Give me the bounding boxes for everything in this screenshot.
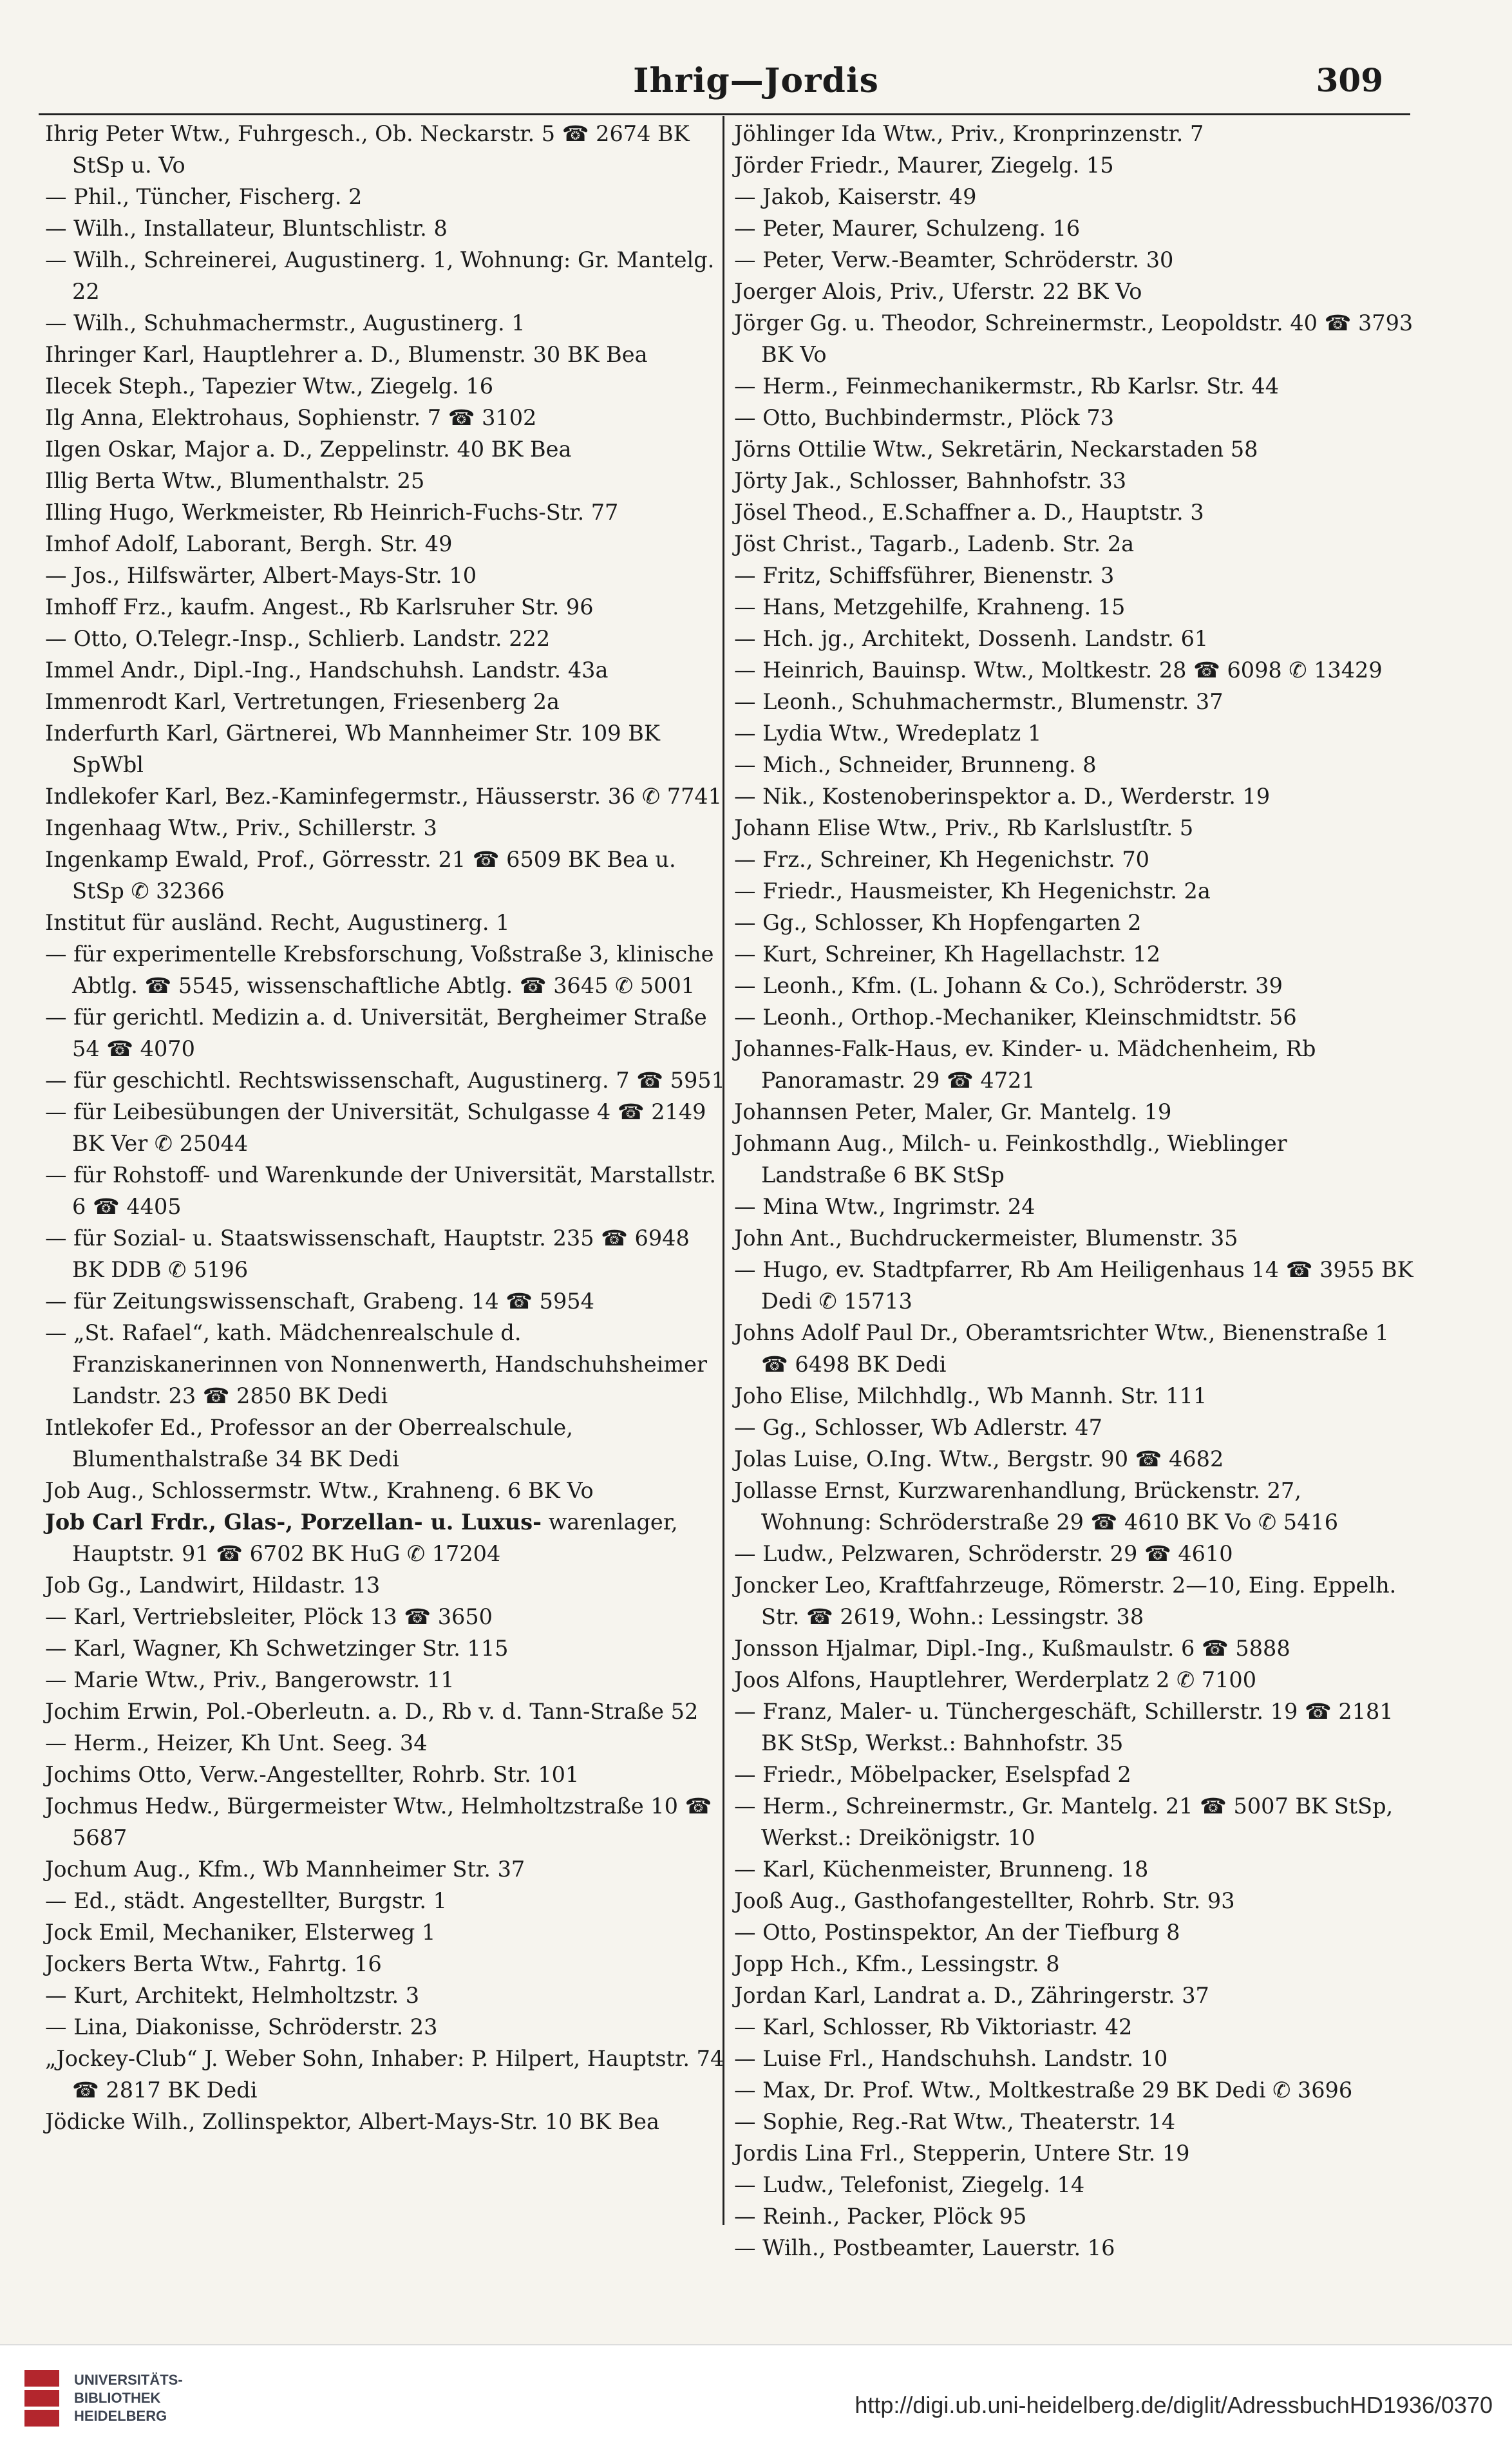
entry-text: Jochmus Hedw., Bürgermeister Wtw., Helmholtzstraße 10 ☎ 5687 — [45, 1793, 712, 1850]
directory-entry — [45, 1632, 728, 1664]
entry-text: Jockers Berta Wtw., Fahrtg. 16 — [45, 1951, 382, 1976]
entry-text: — Hch. jg., Architekt, Dossenh. Landstr. 61 — [734, 626, 1209, 651]
directory-entry — [45, 781, 728, 812]
directory-entry — [734, 1569, 1417, 1632]
entry-text: John Ant., Buchdruckermeister, Blumenstr. 35 — [734, 1226, 1238, 1251]
entry-text: Jösel Theod., E.Schaffner a. D., Hauptstr. 3 — [734, 500, 1204, 525]
directory-entry — [734, 497, 1417, 528]
entry-text: Joncker Leo, Kraftfahrzeuge, Römerstr. 2—10, Eing. Eppelh. Str. ☎ 2619, Wohn.: Lessingstr. 38 — [734, 1573, 1397, 1629]
directory-entry — [734, 2169, 1417, 2200]
entry-text: — Ludw., Pelzwaren, Schröderstr. 29 ☎ 4610 — [734, 1541, 1233, 1566]
directory-entry — [45, 465, 728, 497]
directory-entry — [45, 1759, 728, 1790]
entry-text: — Leonh., Kfm. (L. Johann & Co.), Schröderstr. 39 — [734, 973, 1283, 998]
directory-entry — [734, 370, 1417, 402]
directory-entry — [734, 244, 1417, 276]
directory-entry — [45, 1285, 728, 1317]
directory-entry — [734, 402, 1417, 433]
entry-text: Jörns Ottilie Wtw., Sekretärin, Neckarstaden 58 — [734, 437, 1258, 462]
entry-text: — Karl, Küchenmeister, Brunneng. 18 — [734, 1857, 1149, 1882]
entry-text: — Heinrich, Bauinsp. Wtw., Moltkestr. 28 ☎ 6098 ✆ 13429 — [734, 658, 1383, 683]
entry-text: Illing Hugo, Werkmeister, Rb Heinrich-Fuchs-Str. 77 — [45, 500, 619, 525]
directory-entry — [45, 1506, 728, 1569]
directory-entry — [734, 2200, 1417, 2232]
entry-text: Institut für ausländ. Recht, Augustinerg. 1 — [45, 910, 510, 935]
entry-bold-text: Job Carl Frdr., Glas-, Porzellan- u. Luxus- — [45, 1509, 542, 1535]
entry-text: — Jakob, Kaiserstr. 49 — [734, 184, 977, 209]
entry-text: Jochim Erwin, Pol.-Oberleutn. a. D., Rb v. d. Tann-Straße 52 — [45, 1699, 699, 1724]
entry-text: — Karl, Vertriebsleiter, Plöck 13 ☎ 3650 — [45, 1604, 493, 1629]
entry-text: — Peter, Verw.-Beamter, Schröderstr. 30 — [734, 247, 1174, 272]
entry-text: — Jos., Hilfswärter, Albert-Mays-Str. 10 — [45, 563, 477, 588]
entry-text: — Otto, O.Telegr.-Insp., Schlierb. Landstr. 222 — [45, 626, 551, 651]
entry-text: — Gg., Schlosser, Wb Adlerstr. 47 — [734, 1415, 1102, 1440]
directory-entry — [734, 623, 1417, 654]
entry-text: Jock Emil, Mechaniker, Elsterweg 1 — [45, 1920, 436, 1945]
directory-entry — [734, 2043, 1417, 2074]
directory-entry — [45, 339, 728, 370]
directory-entry — [734, 686, 1417, 717]
directory-entry — [734, 276, 1417, 307]
directory-entry — [734, 1128, 1417, 1191]
directory-entry — [45, 1159, 728, 1222]
directory-entry — [734, 970, 1417, 1001]
entry-text: Joos Alfons, Hauptlehrer, Werderplatz 2 ✆ 7100 — [734, 1667, 1257, 1692]
entry-text: — Sophie, Reg.-Rat Wtw., Theaterstr. 14 — [734, 2109, 1176, 2134]
directory-entry — [45, 181, 728, 213]
directory-entry — [734, 560, 1417, 591]
directory-entry — [734, 1475, 1417, 1538]
directory-entry — [45, 213, 728, 244]
directory-entry — [734, 1885, 1417, 1916]
directory-entry — [45, 560, 728, 591]
directory-entry — [734, 1664, 1417, 1696]
directory-entry — [45, 1948, 728, 1980]
entry-text: Jöhlinger Ida Wtw., Priv., Kronprinzenstr. 7 — [734, 121, 1204, 146]
viewer-footer — [0, 2344, 1512, 2451]
directory-entry — [734, 1853, 1417, 1885]
directory-entry — [734, 1632, 1417, 1664]
directory-entry — [734, 1790, 1417, 1853]
entry-text: — Wilh., Postbeamter, Lauerstr. 16 — [734, 2235, 1115, 2260]
entry-text: — Frz., Schreiner, Kh Hegenichstr. 70 — [734, 847, 1149, 872]
directory-entry — [45, 2043, 728, 2106]
source-url-link[interactable]: http://digi.ub.uni-heidelberg.de/diglit/AdressbuchHD1936/0370 — [855, 2392, 1493, 2418]
directory-entry — [734, 749, 1417, 781]
directory-entry — [734, 2137, 1417, 2169]
directory-entry — [45, 370, 728, 402]
entry-text: — Phil., Tüncher, Fischerg. 2 — [45, 184, 363, 209]
directory-entry — [45, 1916, 728, 1948]
directory-entry — [734, 1033, 1417, 1096]
entry-text: — Mich., Schneider, Brunneng. 8 — [734, 752, 1097, 777]
directory-entry — [45, 1317, 728, 1412]
directory-entry — [45, 1664, 728, 1696]
entry-text: — Herm., Heizer, Kh Unt. Seeg. 34 — [45, 1730, 428, 1755]
entry-text: — Karl, Schlosser, Rb Viktoriastr. 42 — [734, 2014, 1133, 2039]
entry-text: — für Rohstoff- und Warenkunde der Universität, Marstallstr. 6 ☎ 4405 — [45, 1162, 716, 1219]
entry-text: — Mina Wtw., Ingrimstr. 24 — [734, 1194, 1035, 1219]
directory-entry — [45, 812, 728, 844]
entry-text: — Fritz, Schiffsführer, Bienenstr. 3 — [734, 563, 1115, 588]
directory-entry — [734, 1538, 1417, 1569]
entry-text: Ihrig Peter Wtw., Fuhrgesch., Ob. Neckarstr. 5 ☎ 2674 BK StSp u. Vo — [45, 121, 690, 178]
entry-text: Johns Adolf Paul Dr., Oberamtsrichter Wtw., Bienenstraße 1 ☎ 6498 BK Dedi — [734, 1320, 1389, 1377]
library-name-line: BIBLIOTHEK — [74, 2390, 161, 2406]
entry-text: Jödicke Wilh., Zollinspektor, Albert-Mays-Str. 10 BK Bea — [45, 2109, 659, 2134]
directory-entry — [734, 118, 1417, 149]
entry-text: — Peter, Maurer, Schulzeng. 16 — [734, 216, 1081, 241]
directory-entry — [734, 844, 1417, 875]
entry-text: Jordan Karl, Landrat a. D., Zähringerstr. 37 — [734, 1983, 1209, 2008]
entry-text: — Hugo, ev. Stadtpfarrer, Rb Am Heiligenhaus 14 ☎ 3955 BK Dedi ✆ 15713 — [734, 1257, 1413, 1314]
entry-text: — Ludw., Telefonist, Ziegelg. 14 — [734, 2172, 1085, 2197]
directory-entry — [45, 1601, 728, 1632]
directory-entry — [45, 307, 728, 339]
header-rule — [39, 113, 1410, 115]
entry-text: — Reinh., Packer, Plöck 95 — [734, 2204, 1027, 2229]
entry-text: Ingenkamp Ewald, Prof., Görresstr. 21 ☎ 6509 BK Bea u. StSp ✆ 32366 — [45, 847, 676, 904]
directory-entry — [45, 717, 728, 781]
entry-text: Johannsen Peter, Maler, Gr. Mantelg. 19 — [734, 1099, 1172, 1124]
page-header — [0, 61, 1512, 113]
directory-entry — [734, 2106, 1417, 2137]
directory-entry — [734, 1759, 1417, 1790]
library-name — [74, 2371, 183, 2425]
entry-text: — für experimentelle Krebsforschung, Voßstraße 3, klinische Abtlg. ☎ 5545, wissenschaftliche Abtlg. ☎ 3645 ✆ 5001 — [45, 942, 714, 998]
directory-entry — [734, 1696, 1417, 1759]
entry-text: — Marie Wtw., Priv., Bangerowstr. 11 — [45, 1667, 455, 1692]
entry-text: — Kurt, Architekt, Helmholtzstr. 3 — [45, 1983, 420, 2008]
directory-entry — [45, 1727, 728, 1759]
library-name-line: UNIVERSITÄTS- — [74, 2372, 183, 2388]
entry-text: — Friedr., Möbelpacker, Eselspfad 2 — [734, 1762, 1131, 1787]
directory-entry — [734, 2074, 1417, 2106]
entry-text: Illig Berta Wtw., Blumenthalstr. 25 — [45, 468, 425, 493]
right-column — [734, 118, 1417, 2260]
entry-text: — für gerichtl. Medizin a. d. Universität, Bergheimer Straße 54 ☎ 4070 — [45, 1005, 707, 1061]
directory-entry — [734, 307, 1417, 370]
entry-text: — Hans, Metzgehilfe, Krahneng. 15 — [734, 594, 1126, 620]
entry-text: Jochims Otto, Verw.-Angestellter, Rohrb. Str. 101 — [45, 1762, 580, 1787]
directory-entry — [734, 1001, 1417, 1033]
entry-text: — für Leibesübungen der Universität, Schulgasse 4 ☎ 2149 BK Ver ✆ 25044 — [45, 1099, 706, 1156]
entry-text: Indlekofer Karl, Bez.-Kaminfegermstr., Häusserstr. 36 ✆ 7741 — [45, 784, 723, 809]
entry-text: — Wilh., Schreinerei, Augustinerg. 1, Wohnung: Gr. Mantelg. 22 — [45, 247, 715, 304]
entry-text: „Jockey-Club“ J. Weber Sohn, Inhaber: P. Hilpert, Hauptstr. 74 ☎ 2817 BK Dedi — [45, 2046, 724, 2103]
entry-text: Inderfurth Karl, Gärtnerei, Wb Mannheimer Str. 109 BK SpWbl — [45, 721, 660, 777]
directory-entry — [45, 907, 728, 938]
entry-text: — Leonh., Schuhmachermstr., Blumenstr. 37 — [734, 689, 1224, 714]
entry-text: — für Sozial- u. Staatswissenschaft, Hauptstr. 235 ☎ 6948 BK DDB ✆ 5196 — [45, 1226, 690, 1282]
entry-text: Jonsson Hjalmar, Dipl.-Ing., Kußmaulstr. 6 ☎ 5888 — [734, 1636, 1290, 1661]
left-column — [45, 118, 728, 2230]
entry-text: — Ed., städt. Angestellter, Burgstr. 1 — [45, 1888, 447, 1913]
directory-entry — [45, 1475, 728, 1506]
entry-text: — Gg., Schlosser, Kh Hopfengarten 2 — [734, 910, 1142, 935]
entry-text: Intlekofer Ed., Professor an der Oberrealschule, Blumenthalstraße 34 BK Dedi — [45, 1415, 573, 1472]
directory-entry — [734, 717, 1417, 749]
directory-entry — [45, 1696, 728, 1727]
directory-entry — [45, 1222, 728, 1285]
directory-entry — [734, 1412, 1417, 1443]
entry-text: Imhof Adolf, Laborant, Bergh. Str. 49 — [45, 531, 453, 556]
entry-text: Ilecek Steph., Tapezier Wtw., Ziegelg. 16 — [45, 374, 494, 399]
directory-entry — [734, 907, 1417, 938]
page-number: 309 — [1316, 61, 1383, 99]
entry-text: Joerger Alois, Priv., Uferstr. 22 BK Vo — [734, 279, 1142, 304]
directory-entry — [45, 2106, 728, 2137]
entry-text: Ilgen Oskar, Major a. D., Zeppelinstr. 40 BK Bea — [45, 437, 572, 462]
entry-text: Job Gg., Landwirt, Hildastr. 13 — [45, 1573, 381, 1598]
entry-text: — Otto, Buchbindermstr., Plöck 73 — [734, 405, 1115, 430]
entry-text: — Nik., Kostenoberinspektor a. D., Werderstr. 19 — [734, 784, 1271, 809]
directory-entry — [45, 2011, 728, 2043]
entry-text: — Otto, Postinspektor, An der Tiefburg 8 — [734, 1920, 1180, 1945]
directory-entry — [734, 465, 1417, 497]
entry-text: — Luise Frl., Handschuhsh. Landstr. 10 — [734, 2046, 1168, 2071]
directory-entry — [734, 781, 1417, 812]
directory-entry — [734, 1222, 1417, 1254]
directory-entry — [45, 528, 728, 560]
library-name-line: HEIDELBERG — [74, 2408, 167, 2424]
directory-entry — [45, 938, 728, 1001]
entry-text: Johann Elise Wtw., Priv., Rb Karlslustſtr. 5 — [734, 815, 1194, 840]
entry-text: Joho Elise, Milchhdlg., Wb Mannh. Str. 111 — [734, 1383, 1207, 1408]
directory-entry — [45, 1980, 728, 2011]
entry-text: Ihringer Karl, Hauptlehrer a. D., Blumenstr. 30 BK Bea — [45, 342, 648, 367]
directory-entry — [734, 528, 1417, 560]
directory-entry — [45, 1001, 728, 1065]
directory-entry — [734, 213, 1417, 244]
entry-text: — Franz, Maler- u. Tünchergeschäft, Schillerstr. 19 ☎ 2181 BK StSp, Werkst.: Bahnhofstr. 35 — [734, 1699, 1394, 1755]
directory-entry — [734, 181, 1417, 213]
directory-entry — [45, 1096, 728, 1159]
directory-entry — [45, 244, 728, 307]
directory-entry — [734, 1980, 1417, 2011]
entry-text: Jooß Aug., Gasthofangestellter, Rohrb. Str. 93 — [734, 1888, 1235, 1913]
directory-entry — [45, 402, 728, 433]
directory-entry — [45, 591, 728, 623]
directory-entry — [45, 686, 728, 717]
entry-text: Jöst Christ., Tagarb., Ladenb. Str. 2a — [734, 531, 1135, 556]
entry-text: Immenrodt Karl, Vertretungen, Friesenberg 2a — [45, 689, 560, 714]
entry-text: Jörty Jak., Schlosser, Bahnhofstr. 33 — [734, 468, 1127, 493]
entry-text: Johmann Aug., Milch- u. Feinkosthdlg., Wieblinger Landstraße 6 BK StSp — [734, 1131, 1287, 1188]
directory-entry — [734, 812, 1417, 844]
entry-text: Jörder Friedr., Maurer, Ziegelg. 15 — [734, 153, 1114, 178]
entry-text: — Leonh., Orthop.-Mechaniker, Kleinschmidtstr. 56 — [734, 1005, 1297, 1030]
entry-text: — Wilh., Schuhmachermstr., Augustinerg. 1 — [45, 310, 525, 336]
directory-entry — [734, 1191, 1417, 1222]
directory-entry — [45, 433, 728, 465]
directory-entry — [734, 1916, 1417, 1948]
entry-text: Jochum Aug., Kfm., Wb Mannheimer Str. 37 — [45, 1857, 525, 1882]
library-logo-icon — [22, 2367, 62, 2429]
directory-entry — [45, 1569, 728, 1601]
page-title: Ihrig—Jordis — [633, 61, 879, 100]
entry-text: Imhoff Frz., kaufm. Angest., Rb Karlsruher Str. 96 — [45, 594, 594, 620]
entry-text: — Herm., Schreinermstr., Gr. Mantelg. 21 ☎ 5007 BK StSp, Werkst.: Dreikönigstr. 10 — [734, 1793, 1394, 1850]
directory-entry — [45, 1853, 728, 1885]
directory-entry — [45, 844, 728, 907]
entry-text: — „St. Rafael“, kath. Mädchenrealschule d. Franziskanerinnen von Nonnenwerth, Handschuhsheimer Landstr. 23 ☎ 2850 BK Dedi — [45, 1320, 707, 1408]
entry-text: Job Aug., Schlossermstr. Wtw., Krahneng. 6 BK Vo — [45, 1478, 594, 1503]
directory-entry — [734, 1443, 1417, 1475]
directory-entry — [734, 1948, 1417, 1980]
directory-entry — [45, 118, 728, 181]
entry-text: — für geschichtl. Rechtswissenschaft, Augustinerg. 7 ☎ 5951 — [45, 1068, 725, 1093]
entry-text: — Wilh., Installateur, Bluntschlistr. 8 — [45, 216, 448, 241]
directory-entry — [45, 654, 728, 686]
directory-entry — [45, 1790, 728, 1853]
entry-text: — Max, Dr. Prof. Wtw., Moltkestraße 29 BK Dedi ✆ 3696 — [734, 2077, 1353, 2103]
directory-entry — [45, 1412, 728, 1475]
directory-entry — [45, 497, 728, 528]
directory-entry — [734, 875, 1417, 907]
directory-entry — [45, 623, 728, 654]
entry-text: Jordis Lina Frl., Stepperin, Untere Str. 19 — [734, 2141, 1190, 2166]
entry-text: — für Zeitungswissenschaft, Grabeng. 14 ☎ 5954 — [45, 1289, 594, 1314]
entry-text: Jopp Hch., Kfm., Lessingstr. 8 — [734, 1951, 1060, 1976]
entry-text: Johannes-Falk-Haus, ev. Kinder- u. Mädchenheim, Rb Panoramastr. 29 ☎ 4721 — [734, 1036, 1316, 1093]
entry-text: — Kurt, Schreiner, Kh Hagellachstr. 12 — [734, 942, 1161, 967]
directory-entry — [45, 1885, 728, 1916]
directory-entry — [734, 1254, 1417, 1317]
directory-entry — [734, 654, 1417, 686]
directory-entry — [734, 1317, 1417, 1380]
entry-text: Ilg Anna, Elektrohaus, Sophienstr. 7 ☎ 3102 — [45, 405, 537, 430]
entry-text: — Friedr., Hausmeister, Kh Hegenichstr. 2a — [734, 878, 1211, 904]
directory-entry — [734, 1096, 1417, 1128]
directory-entry — [734, 938, 1417, 970]
entry-text: — Herm., Feinmechanikermstr., Rb Karlsr. Str. 44 — [734, 374, 1280, 399]
directory-entry — [734, 433, 1417, 465]
entry-text: — Lina, Diakonisse, Schröderstr. 23 — [45, 2014, 438, 2039]
entry-text: Immel Andr., Dipl.-Ing., Handschuhsh. Landstr. 43a — [45, 658, 609, 683]
entry-text: Jörger Gg. u. Theodor, Schreinermstr., Leopoldstr. 40 ☎ 3793 BK Vo — [734, 310, 1413, 367]
entry-text: — Karl, Wagner, Kh Schwetzinger Str. 115 — [45, 1636, 509, 1661]
entry-text: — Lydia Wtw., Wredeplatz 1 — [734, 721, 1042, 746]
entry-text: Jollasse Ernst, Kurzwarenhandlung, Brückenstr. 27, Wohnung: Schröderstraße 29 ☎ 4610 BK Vo ✆ 5416 — [734, 1478, 1339, 1535]
directory-entry — [734, 149, 1417, 181]
directory-entry — [734, 2232, 1417, 2264]
entry-text: Jolas Luise, O.Ing. Wtw., Bergstr. 90 ☎ 4682 — [734, 1446, 1224, 1472]
directory-entry — [734, 1380, 1417, 1412]
directory-entry — [734, 591, 1417, 623]
entry-text: warenlager, Hauptstr. 91 ☎ 6702 BK HuG ✆ 17204 — [72, 1509, 678, 1566]
directory-entry — [734, 2011, 1417, 2043]
entry-text: Ingenhaag Wtw., Priv., Schillerstr. 3 — [45, 815, 437, 840]
directory-entry — [45, 1065, 728, 1096]
